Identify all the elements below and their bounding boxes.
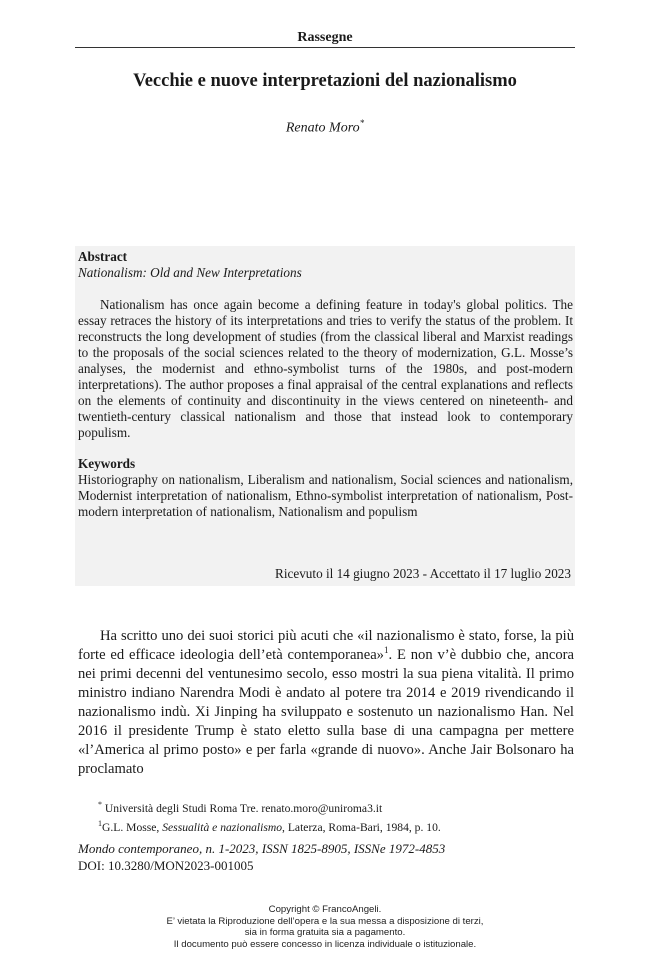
doi: DOI: 10.3280/MON2023-001005 bbox=[78, 858, 254, 873]
body-text-part-2: . E non v’è dubbio che, ancora nei primi decenni del ventunesimo secolo, esso mostri la sua piena vitalità. Il primo ministro indiano Narendra Modi è andato al potere tra 2014 e 2019 rivendicando il nazionalismo indù. Xi Jinping ha sviluppato e sostenuto un nazionalismo Han. Nel 2016 il presidente Trump è stato eletto sulla base di una campagna per mettere «l’America al primo posto» e per farla «grande di nuovo». Anche Jair Bolsonaro ha proclamato bbox=[78, 647, 574, 777]
author-line bbox=[75, 118, 575, 137]
footnote-1-book-title: Sessualità e nazionalismo bbox=[162, 820, 283, 834]
article-title: Vecchie e nuove interpretazioni del nazionalismo bbox=[133, 71, 517, 91]
footnote-star-mark: * bbox=[98, 800, 102, 809]
abstract-box bbox=[75, 246, 575, 586]
abstract-text: Nationalism has once again become a defining feature in today's global politics. The essay retraces the history of its interpretations and tries to verify the status of the problem. It reconstructs the long development of studies (from the classical liberal and Marxist readings to the proposals of the social sciences related to the theory of modernization, G.L. Mosse’s analyses, the modernist and ethno-symbolist turns of the 1980s, and post-modern interpretations). The author proposes a final appraisal of the central explanations and reflects on the elements of continuity and discontinuity in the views centered on nineteenth- and twentieth-century classical nationalism and those that instead look to contemporary populism. bbox=[78, 297, 573, 440]
copyright-line-4: Il documento può essere concesso in licenza individuale o istituzionale. bbox=[173, 938, 477, 950]
body-paragraph bbox=[78, 627, 574, 779]
footnotes bbox=[78, 797, 574, 835]
body-text-part-1: Ha scritto uno dei suoi storici più acuti che «il nazionalismo è stato, forse, la più forte ed efficace ideologia dell’età contemporanea» bbox=[78, 628, 574, 663]
abstract-english-title: Nationalism: Old and New Interpretations bbox=[78, 265, 302, 280]
keywords-heading: Keywords bbox=[78, 456, 136, 471]
footnote-ref-1: 1 bbox=[383, 645, 389, 656]
copyright-line-1: Copyright © FrancoAngeli. bbox=[268, 904, 382, 915]
journal-citation: Mondo contemporaneo, n. 1-2023, ISSN 1825-8905, ISSNe 1972-4853 bbox=[78, 841, 446, 856]
footnote-1 bbox=[78, 816, 574, 835]
section-header: Rassegne bbox=[297, 30, 353, 45]
footnote-1-mark: 1 bbox=[98, 818, 102, 828]
footnote-1-text-b: , Laterza, Roma-Bari, 1984, p. 10. bbox=[282, 820, 441, 834]
author-name: Renato Moro bbox=[285, 120, 360, 136]
copyright-line-3: sia in forma gratuita sia a pagamento. bbox=[244, 927, 406, 938]
copyright-notice bbox=[75, 904, 575, 950]
copyright-line-2: E’ vietata la Riproduzione dell’opera e la sua messa a disposizione di terzi, bbox=[166, 915, 484, 927]
footnote-affiliation bbox=[78, 797, 574, 816]
footnote-1-text-a: G.L. Mosse, bbox=[102, 820, 163, 834]
received-accepted-dates: Ricevuto il 14 giugno 2023 - Accettato il 17 luglio 2023 bbox=[275, 566, 571, 581]
abstract-heading: Abstract bbox=[78, 249, 128, 264]
author-footnote-mark: * bbox=[359, 118, 365, 128]
footnote-affiliation-text: Università degli Studi Roma Tre. renato.moro@uniroma3.it bbox=[102, 801, 383, 815]
journal-info bbox=[78, 840, 574, 874]
abstract-content bbox=[78, 249, 573, 520]
keywords-text: Historiography on nationalism, Liberalism and nationalism, Social sciences and nationalism, Modernist interpretation of nationalism, Ethno-symbolist interpretation of nationalism, Post-modern interpretation of nationalism, Nationalism and populism bbox=[78, 472, 573, 519]
header-rule bbox=[75, 47, 575, 48]
